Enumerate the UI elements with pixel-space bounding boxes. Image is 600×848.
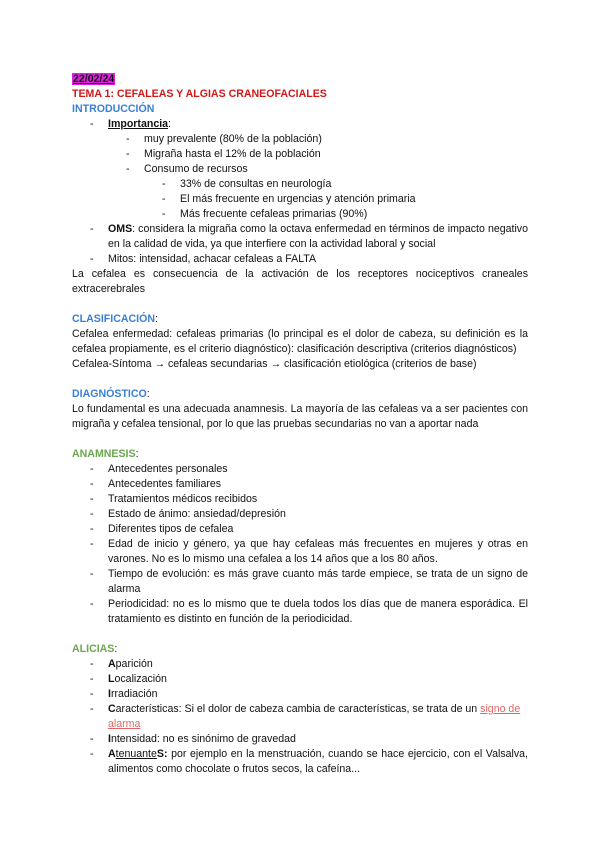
list-item: - Localización [90,673,167,685]
intro-paragraph: La cefalea es consecuencia de la activación de los receptores nociceptivos craneales extracerebrales [72,268,528,295]
list-item: - Antecedentes personales [90,463,228,475]
section-heading-introduccion: INTRODUCCIÓN [72,103,155,115]
list-item: - Más frecuente cefaleas primarias (90%) [162,208,368,220]
list-item: - Consumo de recursos [126,163,248,175]
document-title: TEMA 1: CEFALEAS Y ALGIAS CRANEOFACIALES [72,88,327,100]
list-item: - Tratamientos médicos recibidos [90,493,258,505]
list-item: - AtenuanteS: por ejemplo en la menstruación, cuando se hace ejercicio, con el Valsalva, alimentos como chocolate o frutos secos, la cafeína... [90,748,528,775]
list-item: - Diferentes tipos de cefalea [90,523,234,535]
list-item-mitos: - Mitos: intensidad, achacar cefaleas a FALTA [90,253,317,265]
list-item: - Periodicidad: no es lo mismo que te duela todos los días que de manera esporádica. El tratamiento es distinto en función de la periodicidad. [90,598,528,625]
list-item-oms: - OMS: considera la migraña como la octava enfermedad en términos de impacto negativo en la calidad de vida, ya que interfiere con la actividad laboral y social [90,223,528,250]
section-heading-diagnostico: DIAGNÓSTICO: [72,388,150,400]
date-label: 22/02/24 [73,73,115,85]
list-item: - Aparición [90,658,153,670]
date-line [72,72,528,87]
list-item: - Características: Si el dolor de cabeza cambia de características, se trata de un signo de alarma [90,703,521,730]
list-item: - Importancia: [90,118,171,130]
document-page [72,72,528,777]
clasificacion-paragraph-2: Cefalea-Síntoma → cefaleas secundarias → clasificación etiológica (criterios de base) [72,358,477,370]
clasificacion-paragraph-1: Cefalea enfermedad: cefaleas primarias (lo principal es el dolor de cabeza, su definición es la cefalea propiamente, es el criterio diagnóstico): clasificación descriptiva (criterios diagnósticos) [72,328,528,355]
list-item: - Tiempo de evolución: es más grave cuanto más tarde empiece, se trata de un signo de alarma [90,568,528,595]
list-item: - muy prevalente (80% de la población) [126,133,322,145]
list-item: - Irradiación [90,688,158,700]
list-item: - Edad de inicio y género, ya que hay cefaleas más frecuentes en mujeres y otras en varones. No es lo mismo una cefalea a los 14 años que a los 80 años. [90,538,528,565]
section-heading-anamnesis: ANAMNESIS: [72,448,139,460]
section-heading-alicias: ALICIAS: [72,643,118,655]
diagnostico-paragraph: Lo fundamental es una adecuada anamnesis. La mayoría de las cefaleas va a ser pacientes con migraña y cefalea tensional, por lo que las pruebas secundarias no van a aportar nada [72,403,528,430]
list-item: - 33% de consultas en neurología [162,178,332,190]
signo-de-alarma-link[interactable]: signo de alarma [108,703,521,730]
list-item: - El más frecuente en urgencias y atención primaria [162,193,416,205]
list-item: - Antecedentes familiares [90,478,222,490]
list-item: - Intensidad: no es sinónimo de gravedad [90,733,296,745]
list-item: - Migraña hasta el 12% de la población [126,148,321,160]
section-heading-clasificacion: CLASIFICACIÓN: [72,313,158,325]
list-item: - Estado de ánimo: ansiedad/depresión [90,508,286,520]
